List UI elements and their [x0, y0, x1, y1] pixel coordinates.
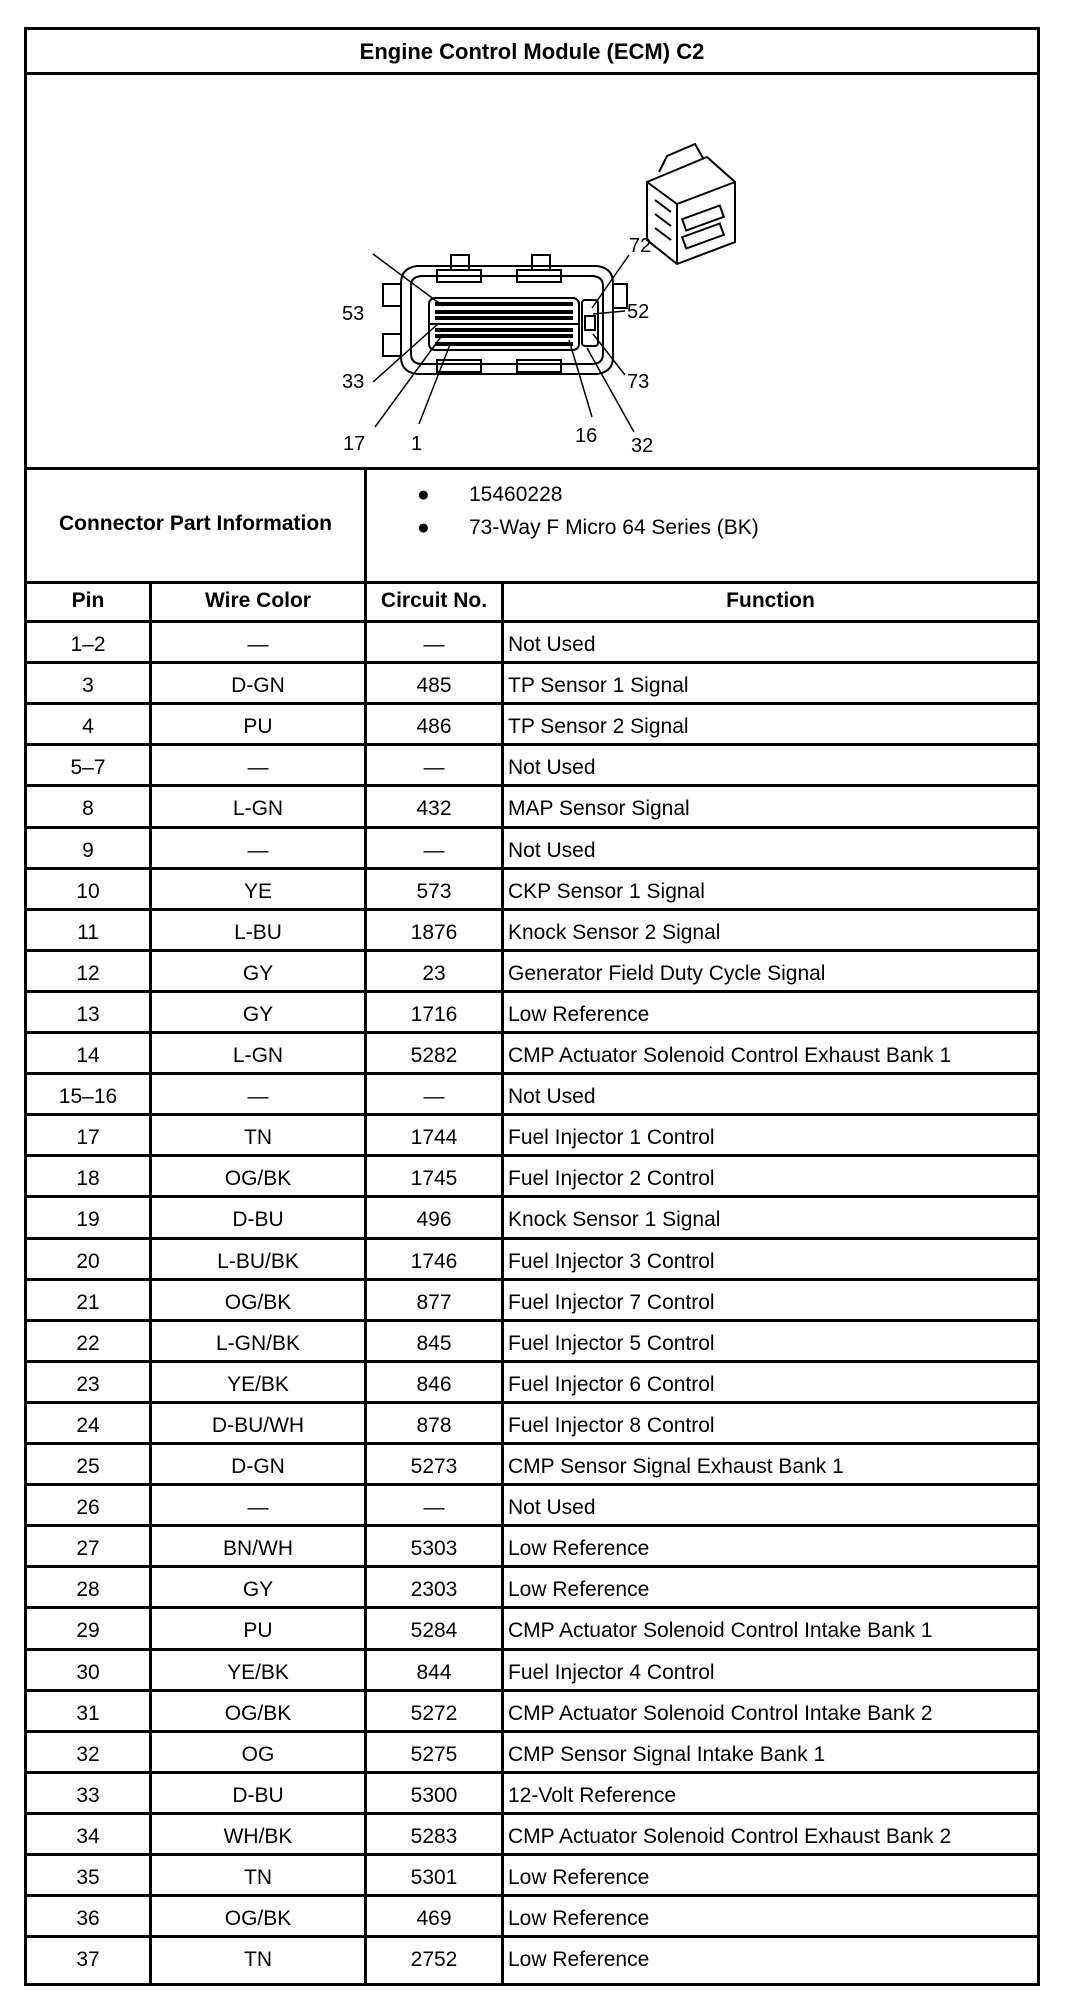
table-row	[27, 1363, 1037, 1404]
wire-color-cell: OG/BK	[224, 1167, 292, 1191]
wire-color-cell: L-GN	[232, 1044, 284, 1067]
pin-label-1: 1	[411, 433, 423, 455]
function-cell: Low Reference	[508, 1907, 650, 1931]
circuit-number-cell: 1746	[410, 1249, 458, 1273]
pin-label-73: 73	[627, 371, 650, 393]
pin-cell: 11	[77, 920, 99, 944]
circuit-number-cell: 496	[416, 1208, 452, 1232]
connector-info-item	[417, 479, 562, 511]
wire-color-cell: —	[247, 1085, 269, 1109]
table-row	[27, 1897, 1037, 1938]
wire-color-cell: D-GN	[231, 674, 285, 698]
circuit-number-cell: —	[423, 633, 445, 656]
pin-cell: 17	[76, 1126, 100, 1150]
circuit-number-cell: 5275	[410, 1742, 458, 1766]
pin-cell: 14	[76, 1044, 100, 1067]
function-cell: CMP Sensor Signal Exhaust Bank 1	[508, 1455, 844, 1478]
pin-cell: 28	[76, 1578, 100, 1602]
wire-color-cell: GY	[242, 961, 274, 985]
wire-color-cell: OG/BK	[224, 1907, 292, 1931]
function-cell: Knock Sensor 2 Signal	[508, 920, 721, 944]
pin-cell: 20	[76, 1249, 100, 1273]
table-row	[27, 1445, 1037, 1486]
wire-color-cell: YE/BK	[227, 1660, 289, 1684]
table-row	[27, 1157, 1037, 1198]
circuit-number-cell: 2303	[410, 1578, 458, 1602]
function-cell: Not Used	[508, 1085, 596, 1109]
pin-cell: 15–16	[58, 1085, 118, 1109]
circuit-number-cell: 5300	[410, 1783, 458, 1807]
pin-cell: 34	[76, 1824, 100, 1848]
pin-label-16: 16	[575, 425, 598, 447]
wire-color-cell: —	[247, 633, 269, 656]
table-row	[27, 1281, 1037, 1322]
pin-cell: 27	[76, 1537, 100, 1561]
circuit-number-cell: 5301	[410, 1866, 458, 1889]
table-row	[27, 1075, 1037, 1116]
table-row	[27, 1692, 1037, 1733]
circuit-number-cell: 432	[416, 797, 452, 821]
function-cell: CMP Actuator Solenoid Control Exhaust Bank 2	[508, 1824, 952, 1848]
circuit-number-cell: 845	[416, 1331, 452, 1355]
connector-info-item	[417, 512, 759, 544]
table-row	[27, 1404, 1037, 1445]
function-cell: MAP Sensor Signal	[508, 797, 690, 821]
function-cell: Fuel Injector 4 Control	[508, 1660, 715, 1684]
wire-color-cell: TN	[244, 1126, 272, 1150]
table-row	[27, 787, 1037, 828]
circuit-number-cell: 23	[422, 961, 446, 985]
wire-color-cell: WH/BK	[223, 1824, 293, 1848]
function-cell: TP Sensor 1 Signal	[508, 674, 689, 698]
function-cell: Fuel Injector 8 Control	[508, 1413, 715, 1437]
circuit-number-cell: 1744	[410, 1126, 458, 1150]
pin-cell: 33	[76, 1783, 100, 1807]
wire-color-cell: D-BU/WH	[211, 1413, 305, 1437]
wire-color-cell: PU	[243, 1619, 273, 1643]
pin-cell: 13	[76, 1002, 100, 1026]
wire-color-cell: PU	[243, 715, 273, 739]
function-cell: Low Reference	[508, 1866, 650, 1889]
part-number: 15460228	[469, 483, 563, 506]
table-row	[27, 623, 1037, 664]
circuit-number-cell: 5303	[410, 1537, 458, 1561]
function-cell: Not Used	[508, 756, 596, 780]
wire-color-cell: YE/BK	[227, 1372, 289, 1396]
circuit-number-cell: 5273	[410, 1455, 458, 1478]
circuit-number-cell: 877	[416, 1290, 452, 1314]
function-cell: Not Used	[508, 633, 596, 656]
table-row	[27, 1609, 1037, 1650]
connector-description: 73-Way F Micro 64 Series (BK)	[469, 516, 759, 539]
table-row	[27, 664, 1037, 705]
pin-label-33: 33	[342, 371, 365, 393]
pin-cell: 35	[76, 1866, 100, 1889]
circuit-number-cell: 5282	[410, 1044, 458, 1067]
pin-cell: 8	[82, 797, 94, 821]
bullet-icon: ●	[417, 483, 430, 506]
pin-cell: 4	[82, 715, 94, 739]
pin-cell: 21	[76, 1290, 100, 1314]
pin-cell: 29	[76, 1619, 100, 1643]
table-row	[27, 1322, 1037, 1363]
wire-color-cell: L-GN	[232, 797, 284, 821]
table-row	[27, 1527, 1037, 1568]
function-cell: 12-Volt Reference	[508, 1783, 677, 1807]
wire-color-cell: L-GN/BK	[215, 1331, 301, 1355]
circuit-number-cell: 485	[416, 674, 452, 698]
connector-sheet	[24, 27, 1040, 1986]
table-row	[27, 1774, 1037, 1815]
wire-color-cell: OG	[241, 1742, 275, 1766]
table-row	[27, 993, 1037, 1034]
pin-cell: 36	[76, 1907, 100, 1931]
column-header-circuit-no: Circuit No.	[380, 589, 488, 612]
pin-label-32: 32	[631, 435, 654, 457]
function-cell: Fuel Injector 1 Control	[508, 1126, 715, 1150]
table-row	[27, 870, 1037, 911]
pin-cell: 23	[76, 1372, 100, 1396]
pin-label-17: 17	[343, 433, 366, 455]
circuit-number-cell: —	[423, 838, 445, 862]
wire-color-cell: L-BU	[234, 920, 282, 944]
connector-face-illustration	[383, 255, 627, 374]
circuit-number-cell: —	[423, 1496, 445, 1520]
pin-cell: 9	[82, 838, 94, 862]
wire-color-cell: GY	[242, 1002, 274, 1026]
function-cell: CMP Actuator Solenoid Control Exhaust Bank 1	[508, 1044, 952, 1067]
table-row	[27, 1568, 1037, 1609]
wire-color-cell: TN	[244, 1866, 272, 1889]
table-row	[27, 746, 1037, 787]
circuit-number-cell: 486	[416, 715, 452, 739]
pin-cell: 5–7	[70, 756, 106, 780]
connector-perspective-illustration	[647, 144, 735, 264]
pin-label-52: 52	[627, 301, 650, 323]
circuit-number-cell: 1876	[410, 920, 458, 944]
function-cell: Fuel Injector 5 Control	[508, 1331, 715, 1355]
pin-cell: 37	[76, 1948, 100, 1972]
function-cell: TP Sensor 2 Signal	[508, 715, 689, 739]
page-title: Engine Control Module (ECM) C2	[359, 39, 705, 64]
pin-cell: 30	[76, 1660, 100, 1684]
divider	[364, 467, 367, 581]
circuit-number-cell: 5283	[410, 1824, 458, 1848]
function-cell: Knock Sensor 1 Signal	[508, 1208, 721, 1232]
function-cell: Fuel Injector 6 Control	[508, 1372, 715, 1396]
pin-cell: 24	[76, 1413, 100, 1437]
wire-color-cell: —	[247, 756, 269, 780]
circuit-number-cell: 573	[416, 879, 452, 903]
function-cell: Low Reference	[508, 1578, 650, 1602]
pin-cell: 31	[76, 1701, 100, 1725]
pin-label-53: 53	[342, 303, 365, 325]
column-header-pin: Pin	[71, 589, 105, 612]
pin-cell: 12	[76, 961, 100, 985]
circuit-number-cell: —	[423, 756, 445, 780]
function-cell: Fuel Injector 7 Control	[508, 1290, 715, 1314]
circuit-number-cell: 2752	[410, 1948, 458, 1972]
table-row	[27, 1938, 1037, 1979]
table-row	[27, 705, 1037, 746]
pin-cell: 3	[82, 674, 94, 698]
circuit-number-cell: —	[423, 1085, 445, 1109]
circuit-number-cell: 5284	[410, 1619, 458, 1643]
function-cell: CKP Sensor 1 Signal	[508, 879, 705, 903]
circuit-number-cell: 1745	[410, 1167, 458, 1191]
pin-cell: 32	[76, 1742, 100, 1766]
function-cell: Low Reference	[508, 1948, 650, 1972]
table-row	[27, 1198, 1037, 1239]
column-header-wire-color: Wire Color	[205, 589, 311, 612]
pin-cell: 10	[76, 879, 100, 903]
wire-color-cell: TN	[244, 1948, 272, 1972]
wire-color-cell: OG/BK	[224, 1290, 292, 1314]
circuit-number-cell: 844	[416, 1660, 452, 1684]
wire-color-cell: OG/BK	[224, 1701, 292, 1725]
wire-color-cell: YE	[243, 879, 272, 903]
table-row	[27, 1240, 1037, 1281]
table-row	[27, 1486, 1037, 1527]
bullet-icon: ●	[417, 516, 430, 539]
table-row	[27, 1815, 1037, 1856]
function-cell: CMP Actuator Solenoid Control Intake Bank 1	[508, 1619, 933, 1643]
pin-cell: 1–2	[70, 633, 106, 656]
table-row	[27, 952, 1037, 993]
wire-color-cell: D-GN	[231, 1455, 285, 1478]
function-cell: CMP Sensor Signal Intake Bank 1	[508, 1742, 826, 1766]
connector-info-label: Connector Part Information	[58, 512, 332, 535]
wire-color-cell: L-BU/BK	[217, 1249, 299, 1273]
function-cell: Not Used	[508, 1496, 596, 1520]
pin-cell: 26	[76, 1496, 100, 1520]
function-cell: Fuel Injector 3 Control	[508, 1249, 715, 1273]
table-row	[27, 1034, 1037, 1075]
function-cell: Low Reference	[508, 1002, 650, 1026]
function-cell: Not Used	[508, 838, 596, 862]
pin-cell: 22	[76, 1331, 100, 1355]
table-row	[27, 1856, 1037, 1897]
function-cell: CMP Actuator Solenoid Control Intake Bank 2	[508, 1701, 933, 1725]
connector-diagram	[27, 72, 1037, 467]
column-header-function: Function	[726, 589, 815, 612]
function-cell: Generator Field Duty Cycle Signal	[508, 961, 826, 985]
table-row	[27, 829, 1037, 870]
circuit-number-cell: 5272	[410, 1701, 458, 1725]
circuit-number-cell: 846	[416, 1372, 452, 1396]
pin-label-72: 72	[629, 235, 652, 257]
pin-cell: 25	[76, 1455, 100, 1478]
table-row	[27, 1733, 1037, 1774]
table-row	[27, 911, 1037, 952]
pin-cell: 18	[76, 1167, 100, 1191]
circuit-number-cell: 469	[416, 1907, 452, 1931]
table-row	[27, 1651, 1037, 1692]
function-cell: Low Reference	[508, 1537, 650, 1561]
wire-color-cell: GY	[242, 1578, 274, 1602]
function-cell: Fuel Injector 2 Control	[508, 1167, 715, 1191]
circuit-number-cell: 1716	[410, 1002, 458, 1026]
wire-color-cell: D-BU	[232, 1208, 284, 1232]
wire-color-cell: BN/WH	[223, 1537, 293, 1561]
pin-cell: 19	[76, 1208, 100, 1232]
table-row	[27, 1116, 1037, 1157]
circuit-number-cell: 878	[416, 1413, 452, 1437]
wire-color-cell: —	[247, 1496, 269, 1520]
wire-color-cell: D-BU	[232, 1783, 284, 1807]
wire-color-cell: —	[247, 838, 269, 862]
